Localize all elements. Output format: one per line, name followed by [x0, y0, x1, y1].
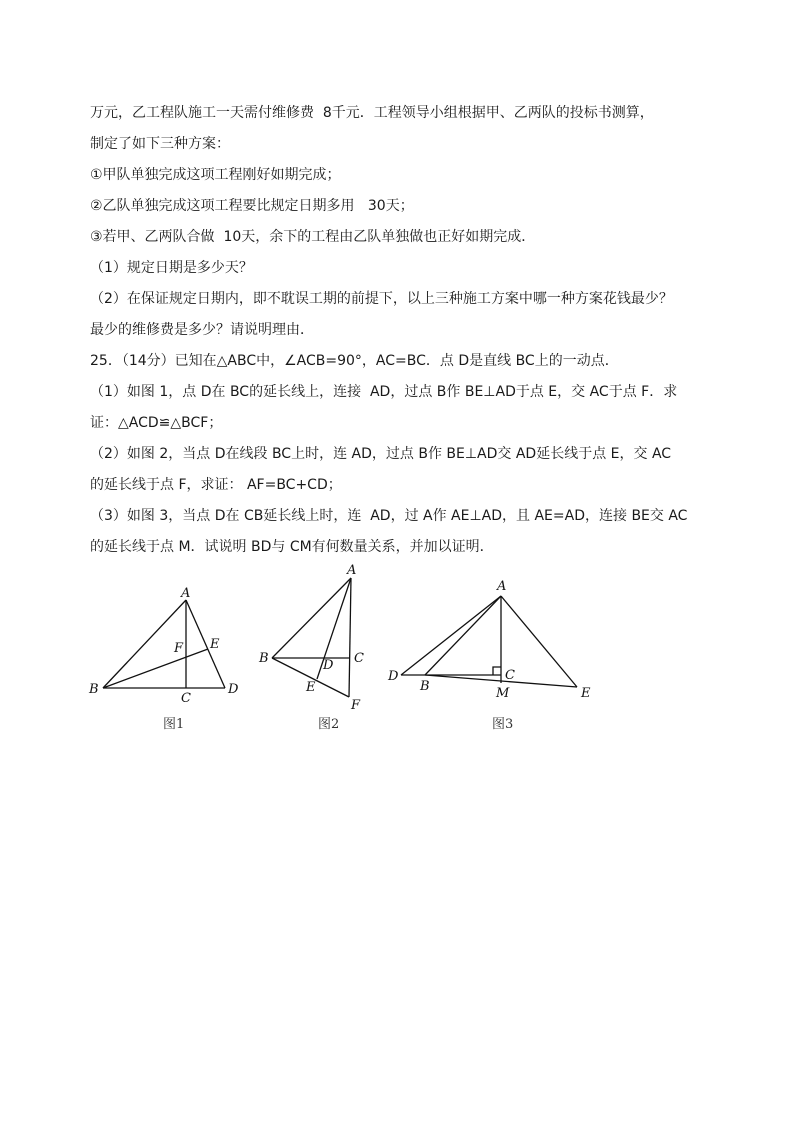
text-line-7: （2）在保证规定日期内，即不耽误工期的前提下，以上三种施工方案中哪一种方案花钱最少？	[90, 291, 673, 307]
fig3-label-b: B	[420, 679, 430, 694]
fig2-label-b: B	[259, 651, 269, 666]
fig1-label-a: A	[181, 586, 191, 601]
fig1-caption: 图1	[163, 717, 185, 732]
figures-svg	[85, 562, 605, 742]
fig2-label-c: C	[354, 651, 364, 666]
fig2-segment-af	[349, 578, 351, 697]
fig2-label-a: A	[347, 563, 357, 578]
text-line-6: （1）规定日期是多少天？	[90, 260, 253, 276]
fig3-label-a: A	[497, 579, 507, 594]
text-line-14: （3）如图 3，当点 D在 CB延长线上时，连 AD，过 A作 AE⊥AD，且 AE=AD，连接 BE交 AC	[90, 508, 688, 524]
fig3-segment-da	[401, 596, 501, 675]
fig1-label-b: B	[89, 682, 99, 697]
fig2-label-d: D	[323, 658, 334, 673]
figure-1	[88, 586, 239, 732]
text-line-4: ②乙队单独完成这项工程要比规定日期多用 30天；	[90, 198, 414, 214]
figure-2	[258, 563, 364, 732]
fig3-right-angle-mark	[493, 667, 501, 675]
text-line-9: 25．（14分）已知在△ABC中，∠ACB=90°，AC=BC．点 D是直线 BC上的一动点．	[90, 353, 619, 369]
text-line-10: （1）如图 1，点 D在 BC的延长线上，连接 AD，过点 B作 BE⊥AD于点 E，交 AC于点 F．求	[90, 384, 678, 400]
text-line-5: ③若甲、乙两队合做 10天，余下的工程由乙队单独做也正好如期完成．	[90, 229, 536, 245]
fig3-label-m: M	[496, 686, 510, 701]
geometry-figures	[85, 562, 605, 742]
text-line-12: （2）如图 2，当点 D在线段 BC上时，连 AD，过点 B作 BE⊥AD交 AD延长线于点 E，交 AC	[90, 446, 672, 462]
text-line-2: 制定了如下三种方案：	[90, 136, 230, 152]
figure-3	[387, 579, 591, 732]
fig1-segment-be	[103, 649, 208, 688]
fig3-label-e: E	[581, 686, 591, 701]
fig1-label-c: C	[181, 691, 191, 706]
fig1-label-f: F	[174, 641, 184, 656]
fig1-label-d: D	[228, 682, 239, 697]
fig2-label-e: E	[306, 680, 316, 695]
text-line-8: 最少的维修费是多少？请说明理由．	[90, 322, 314, 338]
fig1-label-e: E	[210, 637, 220, 652]
fig3-label-c: C	[505, 668, 515, 683]
text-line-1: 万元，乙工程队施工一天需付维修费 8千元．工程领导小组根据甲、乙两队的投标书测算，	[90, 105, 654, 121]
fig3-caption: 图3	[492, 717, 514, 732]
text-line-3: ①甲队单独完成这项工程刚好如期完成；	[90, 167, 341, 183]
fig2-segment-ba	[272, 578, 351, 658]
fig2-caption: 图2	[318, 717, 340, 732]
fig3-segment-ba	[425, 596, 501, 675]
text-line-15: 的延长线于点 M．试说明 BD与 CM有何数量关系，并加以证明．	[90, 539, 494, 555]
text-line-11: 证：△ACD≌△BCF；	[90, 415, 223, 431]
fig3-label-d: D	[388, 669, 399, 684]
fig2-label-f: F	[351, 698, 361, 713]
text-line-13: 的延长线于点 F，求证： AF=BC+CD；	[90, 477, 342, 493]
